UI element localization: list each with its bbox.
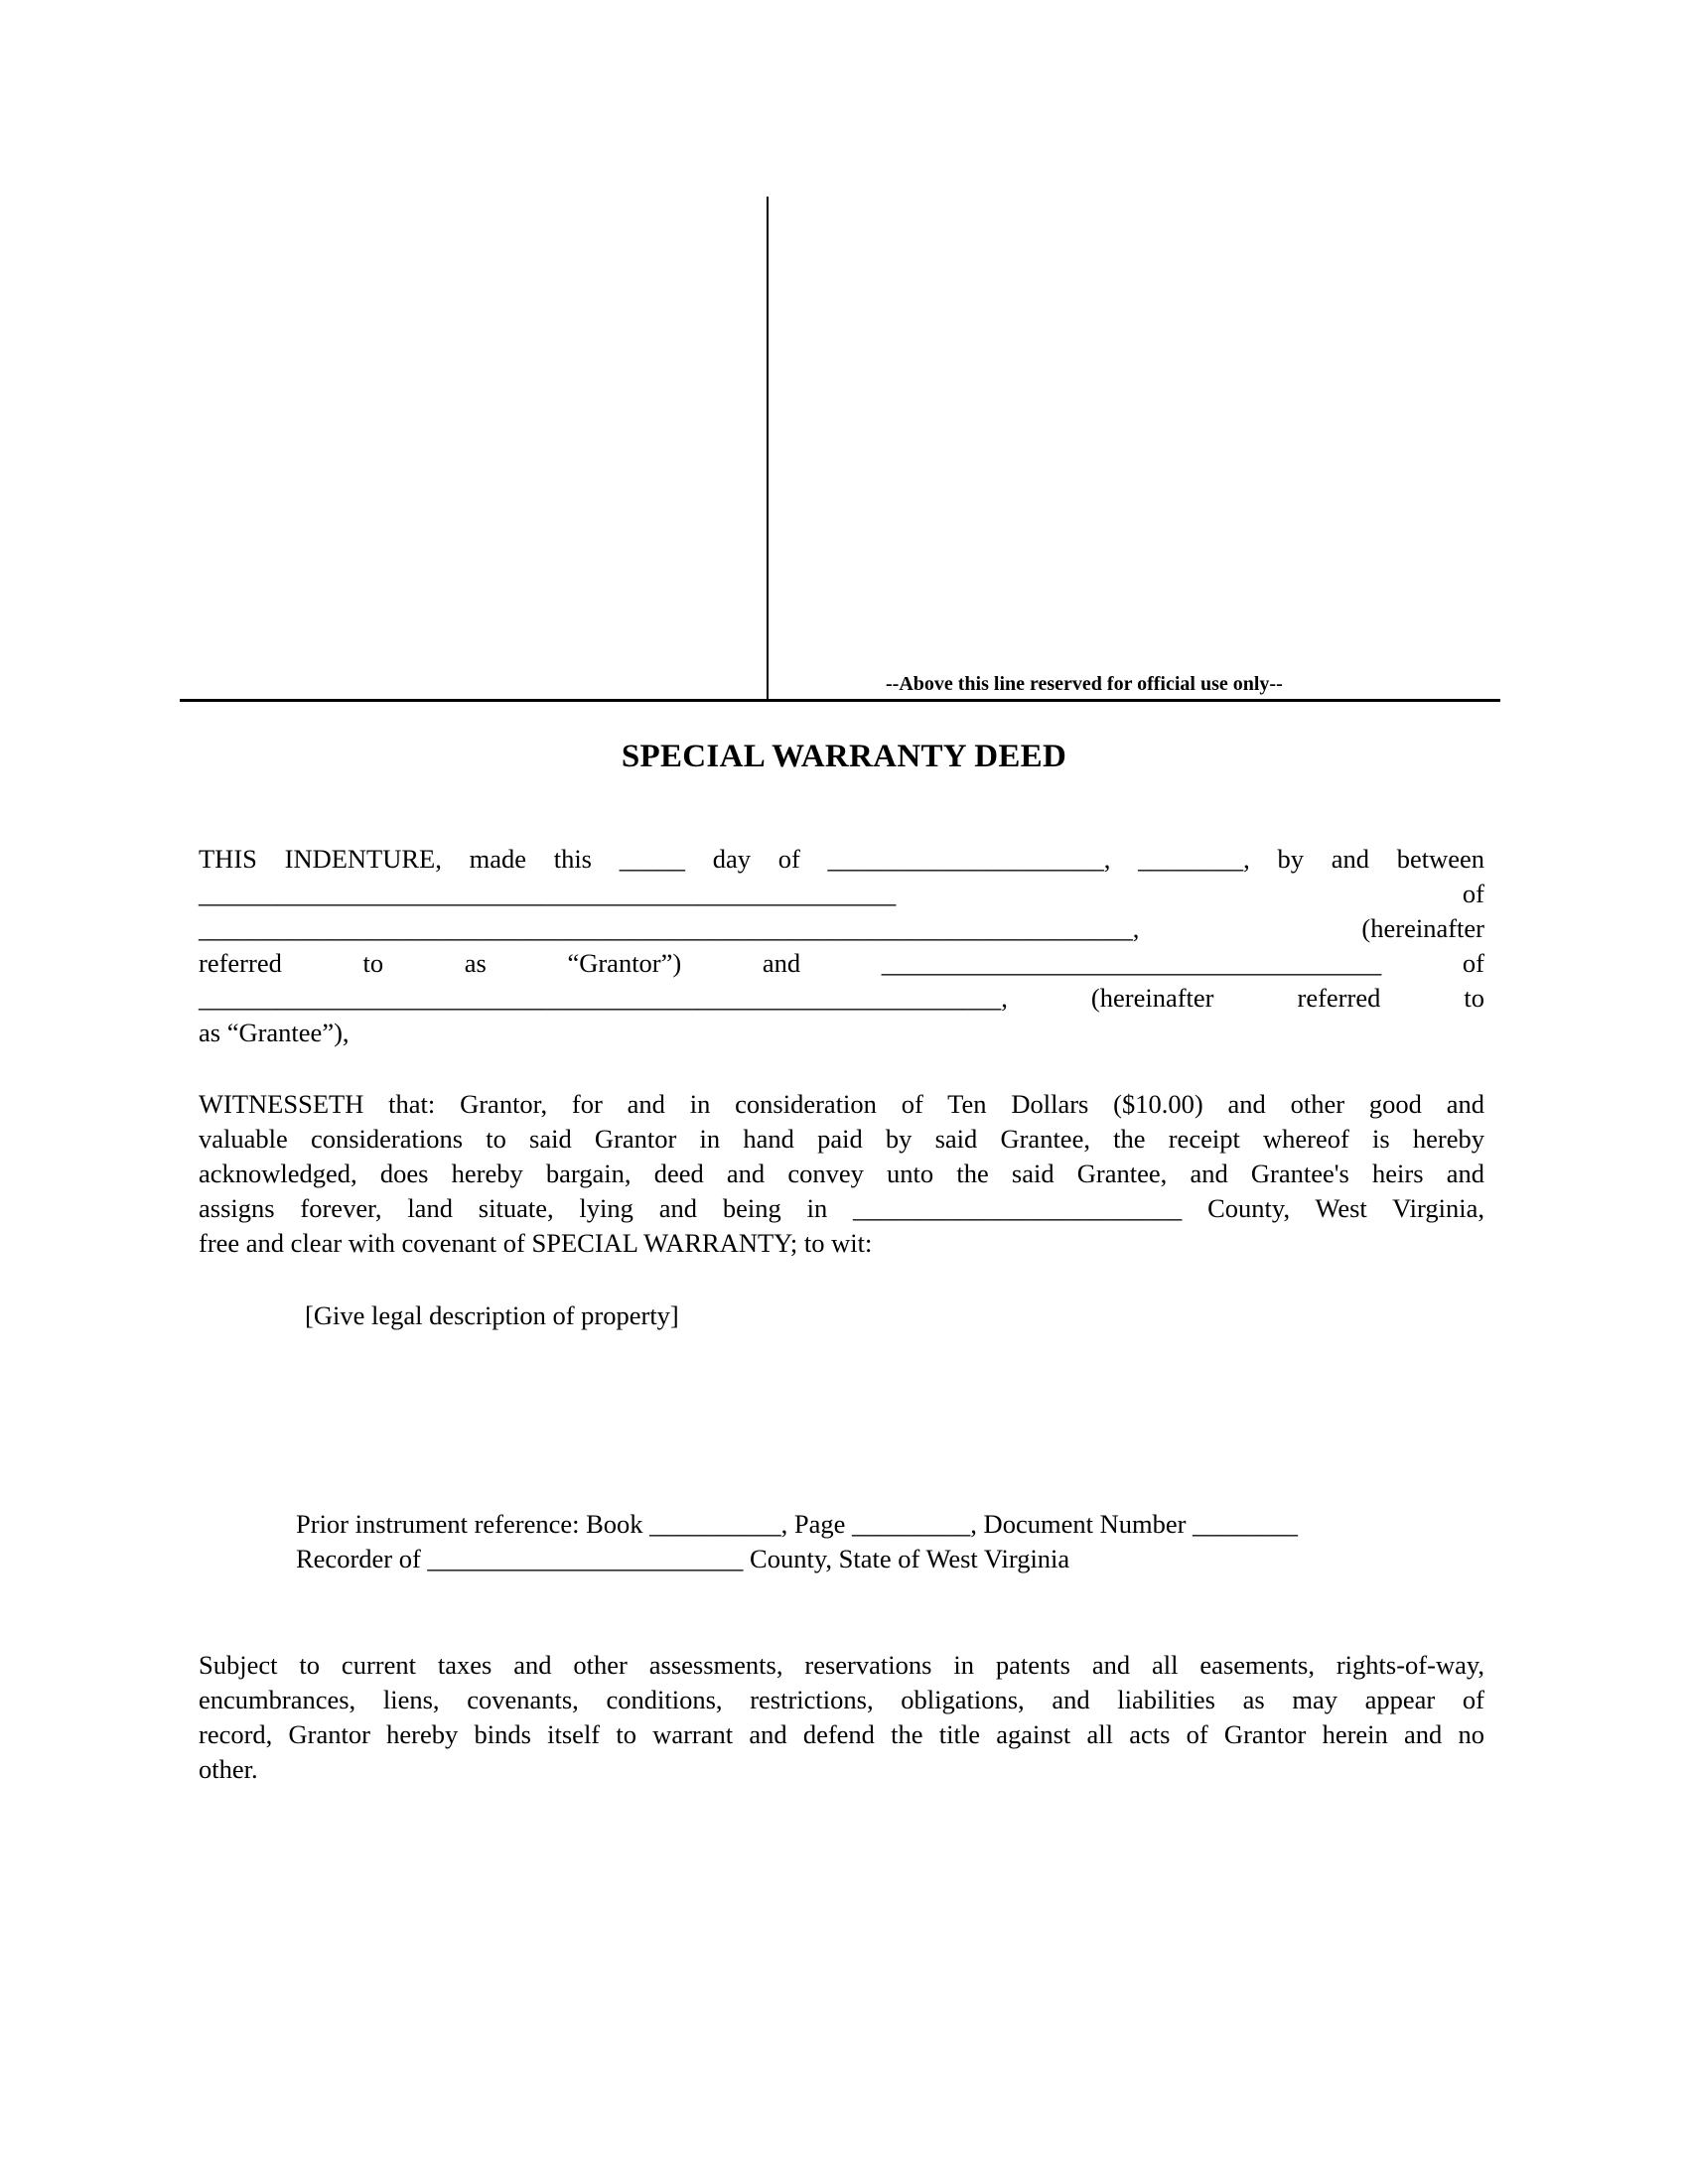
document-title: SPECIAL WARRANTY DEED xyxy=(621,739,1067,774)
subject-to-line: other. xyxy=(199,1754,258,1784)
witnesseth-line: assigns forever, land situate, lying and being in _________________________ County, West Virginia, xyxy=(199,1193,1484,1223)
indenture-line: referred to as “Grantor”) and ______________________________________ of xyxy=(199,948,1484,978)
subject-to-line: record, Grantor hereby binds itself to warrant and defend the title against all acts of Grantor herein and no xyxy=(199,1719,1484,1749)
subject-to-line: encumbrances, liens, covenants, conditions, restrictions, obligations, and liabilities as may appear of xyxy=(199,1685,1484,1714)
subject-to-line: Subject to current taxes and other assessments, reservations in patents and all easements, rights-of-way, xyxy=(199,1650,1484,1680)
indenture-line: _____________________________________________________________, (hereinafter referred to xyxy=(199,983,1484,1013)
witnesseth-line: acknowledged, does hereby bargain, deed and convey unto the said Grantee, and Grantee's heirs and xyxy=(199,1159,1484,1188)
official-use-note: --Above this line reserved for official use only-- xyxy=(886,673,1283,695)
witnesseth-line: free and clear with covenant of SPECIAL WARRANTY; to wit: xyxy=(199,1228,873,1258)
prior-instrument-reference: Prior instrument reference: Book __________, Page _________, Document Number ________ xyxy=(296,1509,1299,1539)
subject-to-paragraph xyxy=(199,1648,1484,1787)
witnesseth-line: WITNESSETH that: Grantor, for and in consideration of Ten Dollars ($10.00) and other good and xyxy=(199,1089,1484,1119)
legal-description-placeholder: [Give legal description of property] xyxy=(305,1300,679,1330)
witnesseth-line: valuable considerations to said Grantor in hand paid by said Grantee, the receipt whereof is hereby xyxy=(199,1124,1484,1154)
recorder-county-line: Recorder of ________________________ County, State of West Virginia xyxy=(296,1544,1070,1573)
indenture-line: as “Grantee”), xyxy=(199,1018,350,1047)
witnesseth-paragraph xyxy=(199,1087,1484,1261)
indenture-paragraph xyxy=(199,842,1484,1050)
official-use-horizontal-rule xyxy=(180,699,1500,702)
indenture-line: THIS INDENTURE, made this _____ day of _____________________, ________, by and between xyxy=(199,844,1484,874)
indenture-line: _____________________________________________________ of xyxy=(199,879,1484,908)
recording-area-vertical-rule xyxy=(767,197,769,700)
indenture-line: _______________________________________________________________________, (hereinafter xyxy=(199,913,1484,943)
